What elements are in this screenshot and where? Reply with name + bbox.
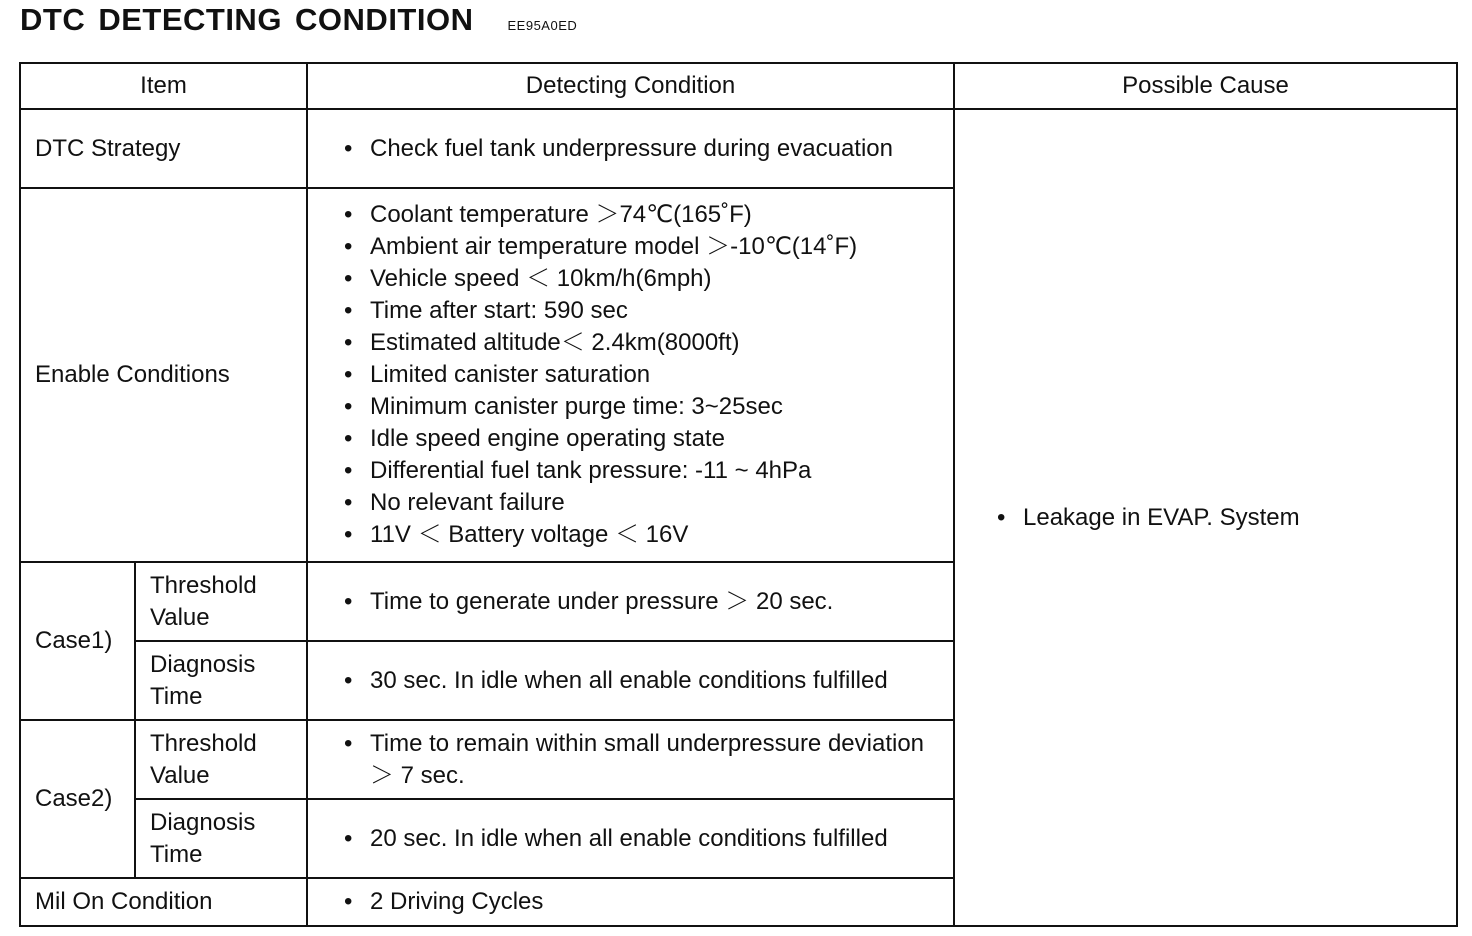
- dtc-condition-table: [19, 62, 1458, 927]
- column-header-possible-cause: Possible Cause: [954, 63, 1457, 109]
- case2-diagnosis-value: [307, 799, 954, 878]
- item-enable-conditions: Enable Conditions: [20, 188, 307, 562]
- case1-diagnosis-label: Diagnosis Time: [135, 641, 307, 720]
- list-item: • Check fuel tank underpressure during evacuation: [340, 133, 939, 165]
- column-header-item: Item: [20, 63, 307, 109]
- condition-enable-conditions: [307, 188, 954, 562]
- page-header: [20, 2, 577, 42]
- list-item: • 11V ＜ Battery voltage ＜ 16V: [340, 519, 939, 551]
- item-case2: Case2): [20, 720, 135, 878]
- table-row-dtc-strategy: [20, 109, 1457, 188]
- possible-cause-cell: [954, 109, 1457, 926]
- item-dtc-strategy: DTC Strategy: [20, 109, 307, 188]
- list-item: • Ambient air temperature model ＞-10℃(14˚F): [340, 231, 939, 263]
- list-item: • Time to remain within small underpressure deviation ＞ 7 sec.: [340, 728, 939, 792]
- list-item: • 20 sec. In idle when all enable conditions fulfilled: [340, 823, 939, 855]
- list-item: • Time after start: 590 sec: [340, 295, 939, 327]
- list-item: • 30 sec. In idle when all enable conditions fulfilled: [340, 665, 939, 697]
- case1-threshold-value: [307, 562, 954, 641]
- item-mil-on-condition: Mil On Condition: [20, 878, 307, 926]
- list-item: • Vehicle speed ＜ 10km/h(6mph): [340, 263, 939, 295]
- condition-mil-on: [307, 878, 954, 926]
- list-item: • Estimated altitude＜ 2.4km(8000ft): [340, 327, 939, 359]
- case2-threshold-value: [307, 720, 954, 799]
- column-header-detecting-condition: Detecting Condition: [307, 63, 954, 109]
- list-item: • No relevant failure: [340, 487, 939, 519]
- page-title: DTC DETECTING CONDITION: [20, 2, 474, 37]
- list-item: • 2 Driving Cycles: [340, 886, 939, 918]
- case2-diagnosis-label: Diagnosis Time: [135, 799, 307, 878]
- list-item: • Idle speed engine operating state: [340, 423, 939, 455]
- list-item: • Differential fuel tank pressure: -11 ~ 4hPa: [340, 455, 939, 487]
- condition-dtc-strategy: [307, 109, 954, 188]
- case1-diagnosis-value: [307, 641, 954, 720]
- list-item: • Limited canister saturation: [340, 359, 939, 391]
- list-item: • Time to generate under pressure ＞ 20 sec.: [340, 586, 939, 618]
- table-header-row: [20, 63, 1457, 109]
- document-code: EE95A0ED: [507, 18, 578, 33]
- item-case1: Case1): [20, 562, 135, 720]
- list-item: • Minimum canister purge time: 3~25sec: [340, 391, 939, 423]
- case1-threshold-label: Threshold Value: [135, 562, 307, 641]
- possible-cause-item: • Leakage in EVAP. System: [993, 502, 1442, 534]
- list-item: • Coolant temperature ＞74℃(165˚F): [340, 199, 939, 231]
- case2-threshold-label: Threshold Value: [135, 720, 307, 799]
